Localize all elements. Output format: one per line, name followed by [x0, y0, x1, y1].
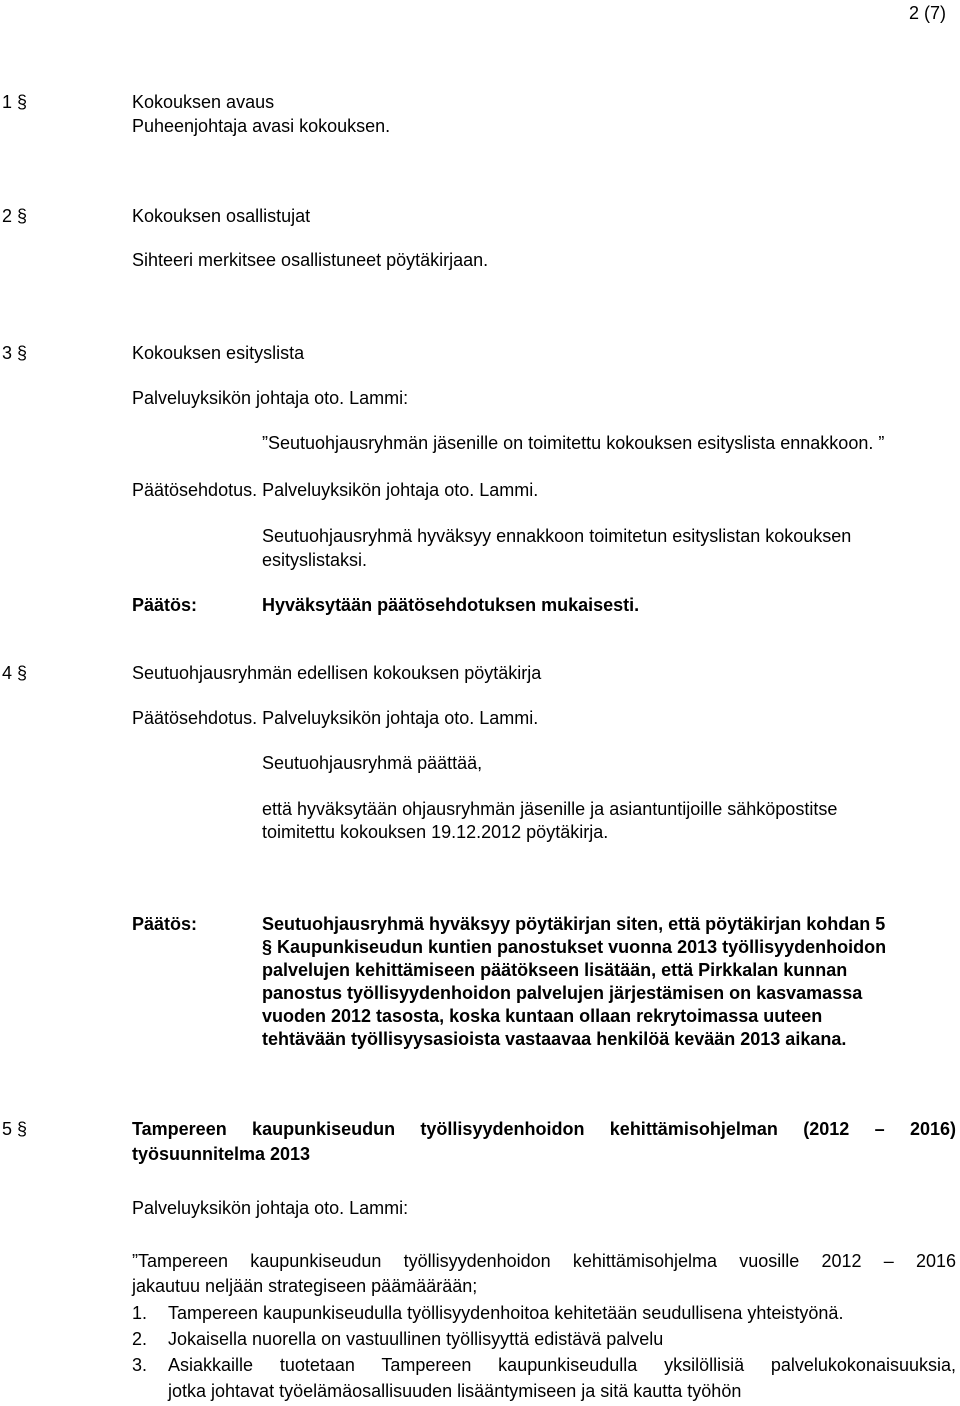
- section-5-quote-line-2: jakautuu neljään strategiseen päämäärään;: [132, 1276, 478, 1296]
- section-sign-icon: §: [17, 1119, 28, 1139]
- section-2-text: Sihteeri merkitsee osallistuneet pöytäkirjaan.: [132, 250, 489, 270]
- section-4-proposal-label: Päätösehdotus. Palveluyksikön johtaja oto. Lammi.: [132, 708, 539, 728]
- section-4-decision-line-2: § Kaupunkiseudun kuntien panostukset vuonna 2013 työllisyydenhoidon: [262, 937, 887, 957]
- section-3-presenter: Palveluyksikön johtaja oto. Lammi:: [132, 388, 409, 408]
- list-item-2-number: 2.: [132, 1329, 148, 1349]
- section-4-decision-line-3: palvelujen kehittämiseen päätökseen lisätään, että Pirkkalan kunnan: [262, 960, 848, 980]
- section-3-decision-label: Päätös:: [132, 595, 198, 615]
- section-4-proposal-intro: Seutuohjausryhmä päättää,: [262, 753, 483, 773]
- section-2-title: Kokouksen osallistujat: [132, 206, 311, 226]
- section-1-number: 1 §: [2, 92, 28, 112]
- section-3-decision: Hyväksytään päätösehdotuksen mukaisesti.: [262, 595, 640, 615]
- section-sign-icon: §: [17, 92, 28, 112]
- page-number: 2 (7): [909, 3, 947, 23]
- section-5-presenter: Palveluyksikön johtaja oto. Lammi:: [132, 1198, 409, 1218]
- section-3-proposal-line-2: esityslistaksi.: [262, 550, 368, 570]
- section-2-number: 2 §: [2, 206, 28, 226]
- section-5-title-line-2: työsuunnitelma 2013: [132, 1144, 311, 1164]
- section-3-number: 3 §: [2, 343, 28, 363]
- section-5-title-line-1: Tampereen kaupunkiseudun työllisyydenhoidon kehittämisohjelman (2012 – 2016): [132, 1119, 956, 1139]
- section-sign-icon: §: [17, 343, 28, 363]
- section-4-proposal-line-1: että hyväksytään ohjausryhmän jäsenille ja asiantuntijoille sähköpostitse: [262, 799, 838, 819]
- section-4-title: Seutuohjausryhmän edellisen kokouksen pöytäkirja: [132, 663, 542, 683]
- section-sign-icon: §: [17, 206, 28, 226]
- list-item-3-text-continued: jotka johtavat työelämäosallisuuden lisääntymiseen ja sitä kautta työhön: [168, 1381, 742, 1401]
- section-3-proposal-label: Päätösehdotus. Palveluyksikön johtaja oto. Lammi.: [132, 480, 539, 500]
- list-item-1-number: 1.: [132, 1303, 148, 1323]
- section-4-decision-line-1: Seutuohjausryhmä hyväksyy pöytäkirjan siten, että pöytäkirjan kohdan 5: [262, 914, 886, 934]
- section-3-title: Kokouksen esityslista: [132, 343, 305, 363]
- section-3-quote: ”Seutuohjausryhmän jäsenille on toimitettu kokouksen esityslista ennakkoon. ”: [262, 433, 885, 453]
- section-4-proposal-line-2: toimitettu kokouksen 19.12.2012 pöytäkirja.: [262, 822, 609, 842]
- section-5-quote-line-1: ”Tampereen kaupunkiseudun työllisyydenhoidon kehittämisohjelma vuosille 2012 – 2016: [132, 1251, 956, 1271]
- section-3-proposal-line-1: Seutuohjausryhmä hyväksyy ennakkoon toimitetun esityslistan kokouksen: [262, 526, 852, 546]
- section-5-number: 5 §: [2, 1119, 28, 1139]
- section-4-number: 4 §: [2, 663, 28, 683]
- section-sign-icon: §: [262, 937, 273, 957]
- list-item-3-number: 3.: [132, 1355, 148, 1375]
- list-item-2-text: Jokaisella nuorella on vastuullinen työllisyyttä edistävä palvelu: [168, 1329, 664, 1349]
- section-4-decision-label: Päätös:: [132, 914, 198, 934]
- section-1-text: Puheenjohtaja avasi kokouksen.: [132, 116, 391, 136]
- section-4-decision-line-4: panostus työllisyydenhoidon palvelujen järjestämisen on kasvamassa: [262, 983, 863, 1003]
- list-item-3-text: Asiakkaille tuotetaan Tampereen kaupunkiseudulla yksilöllisiä palvelukokonaisuuksia,: [168, 1355, 956, 1375]
- section-4-decision-line-6: tehtävään työllisyysasioista vastaavaa henkilöä kevään 2013 aikana.: [262, 1029, 847, 1049]
- list-item-1-text: Tampereen kaupunkiseudulla työllisyydenhoitoa kehitetään seudullisena yhteistyönä.: [168, 1303, 844, 1323]
- section-sign-icon: §: [17, 663, 28, 683]
- section-4-decision-line-5: vuoden 2012 tasosta, koska kuntaan ollaan rekrytoimassa uuteen: [262, 1006, 823, 1026]
- section-1-title: Kokouksen avaus: [132, 92, 275, 112]
